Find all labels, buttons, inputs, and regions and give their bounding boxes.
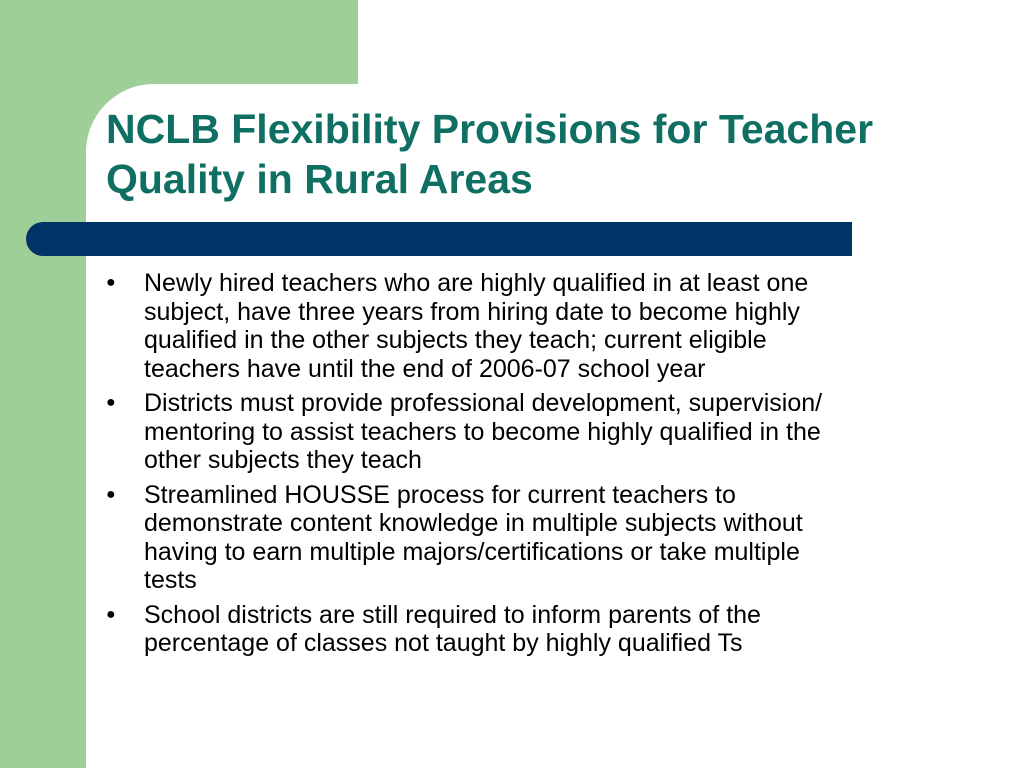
bullet-item <box>104 601 924 658</box>
bullet-text: Districts must provide professional development, supervision/ mentoring to assist teachers to become highly qualified in the other subjects they teach <box>144 389 823 474</box>
title-accent-bar <box>26 222 852 256</box>
bullet-item <box>104 481 924 595</box>
bullet-dot-icon: ● <box>106 274 116 291</box>
bullet-text: School districts are still required to inform parents of the percentage of classes not taught by highly qualified Ts <box>144 600 761 657</box>
slide-title: NCLB Flexibility Provisions for Teacher Quality in Rural Areas <box>106 106 874 202</box>
bullet-text: Streamlined HOUSSE process for current teachers to demonstrate content knowledge in multiple subjects without having to earn multiple majors/certifications or take multiple tests <box>144 480 803 594</box>
bullet-dot-icon: ● <box>106 394 116 411</box>
bullet-item <box>104 269 924 383</box>
bullet-dot-icon: ● <box>106 605 116 623</box>
bullet-list <box>104 269 924 664</box>
bullet-item <box>104 389 924 475</box>
bullet-dot-icon: ● <box>106 485 116 503</box>
bullet-text: Newly hired teachers who are highly qualified in at least one subject, have three years from hiring date to become highly qualified in the other subjects they teach; current eligible teachers have until the end of 2006-07 school year <box>144 269 809 383</box>
